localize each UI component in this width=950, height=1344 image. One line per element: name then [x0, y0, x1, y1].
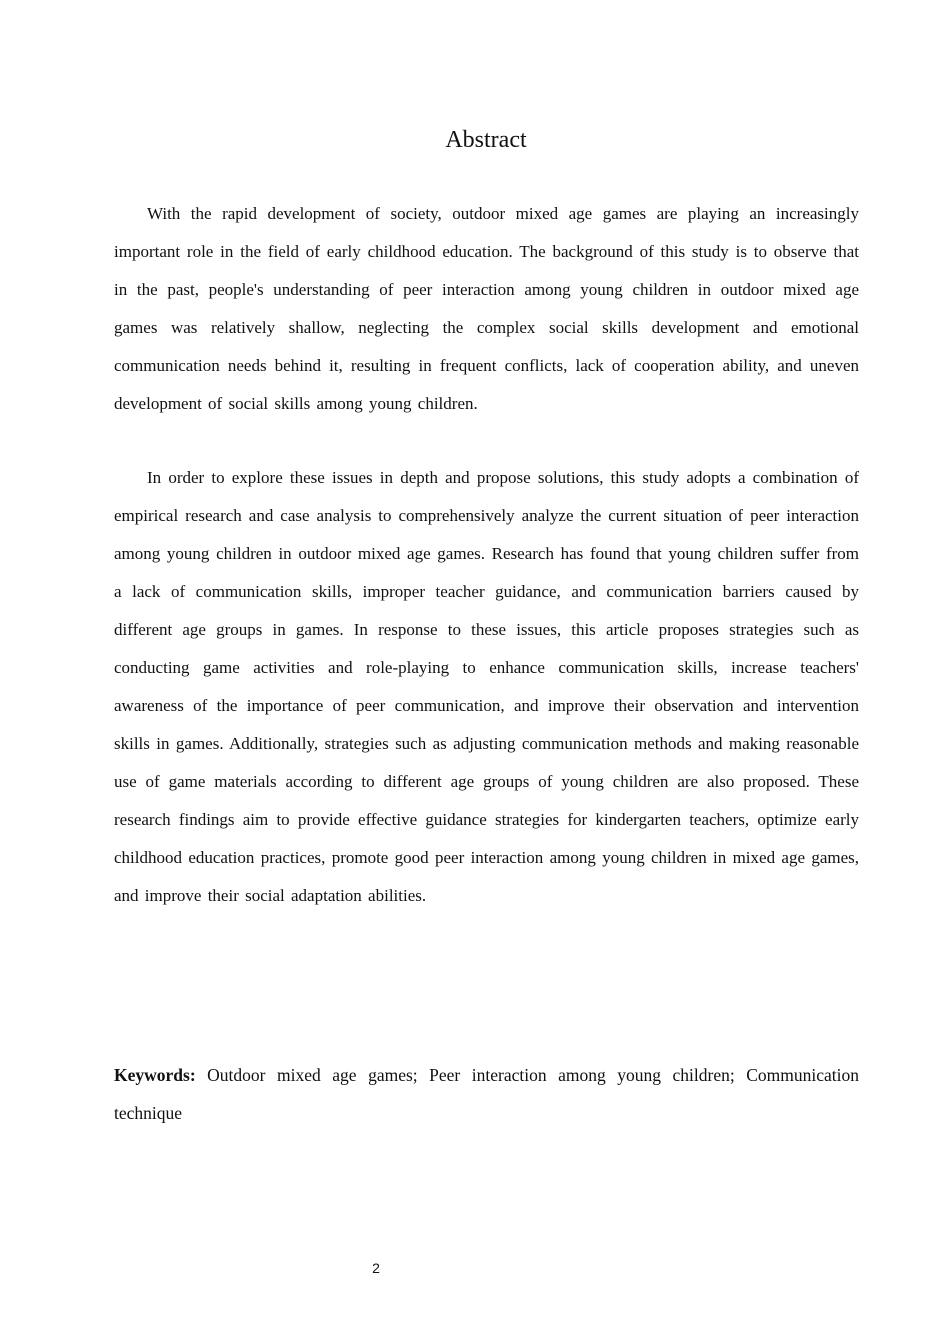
keywords-label: Keywords:	[114, 1065, 196, 1085]
keywords-line	[114, 1056, 859, 1132]
abstract-paragraph-2: In order to explore these issues in depth and propose solutions, this study adopts a combination of empirical research and case analysis to comprehensively analyze the current situation of peer interaction among young children in outdoor mixed age games. Research has found that young children suffer from a lack of communication skills, improper teacher guidance, and communication barriers caused by different age groups in games. In response to these issues, this article proposes strategies such as conducting game activities and role-playing to enhance communication skills, increase teachers' awareness of the importance of peer communication, and improve their observation and intervention skills in games. Additionally, strategies such as adjusting communication methods and making reasonable use of game materials according to different age groups of young children are also proposed. These research findings aim to provide effective guidance strategies for kindergarten teachers, optimize early childhood education practices, promote good peer interaction among young children in mixed age games, and improve their social adaptation abilities.	[114, 468, 859, 905]
keywords-text: Outdoor mixed age games; Peer interaction among young children; Communication technique	[114, 1065, 859, 1123]
abstract-title: Abstract	[445, 127, 527, 153]
abstract-paragraph-1: With the rapid development of society, outdoor mixed age games are playing an increasingly important role in the field of early childhood education. The background of this study is to observe that in the past, people's understanding of peer interaction among young children in outdoor mixed age games was relatively shallow, neglecting the complex social skills development and emotional communication needs behind it, resulting in frequent conflicts, lack of cooperation ability, and uneven development of social skills among young children.	[114, 204, 859, 413]
page-number: 2	[372, 1260, 380, 1276]
